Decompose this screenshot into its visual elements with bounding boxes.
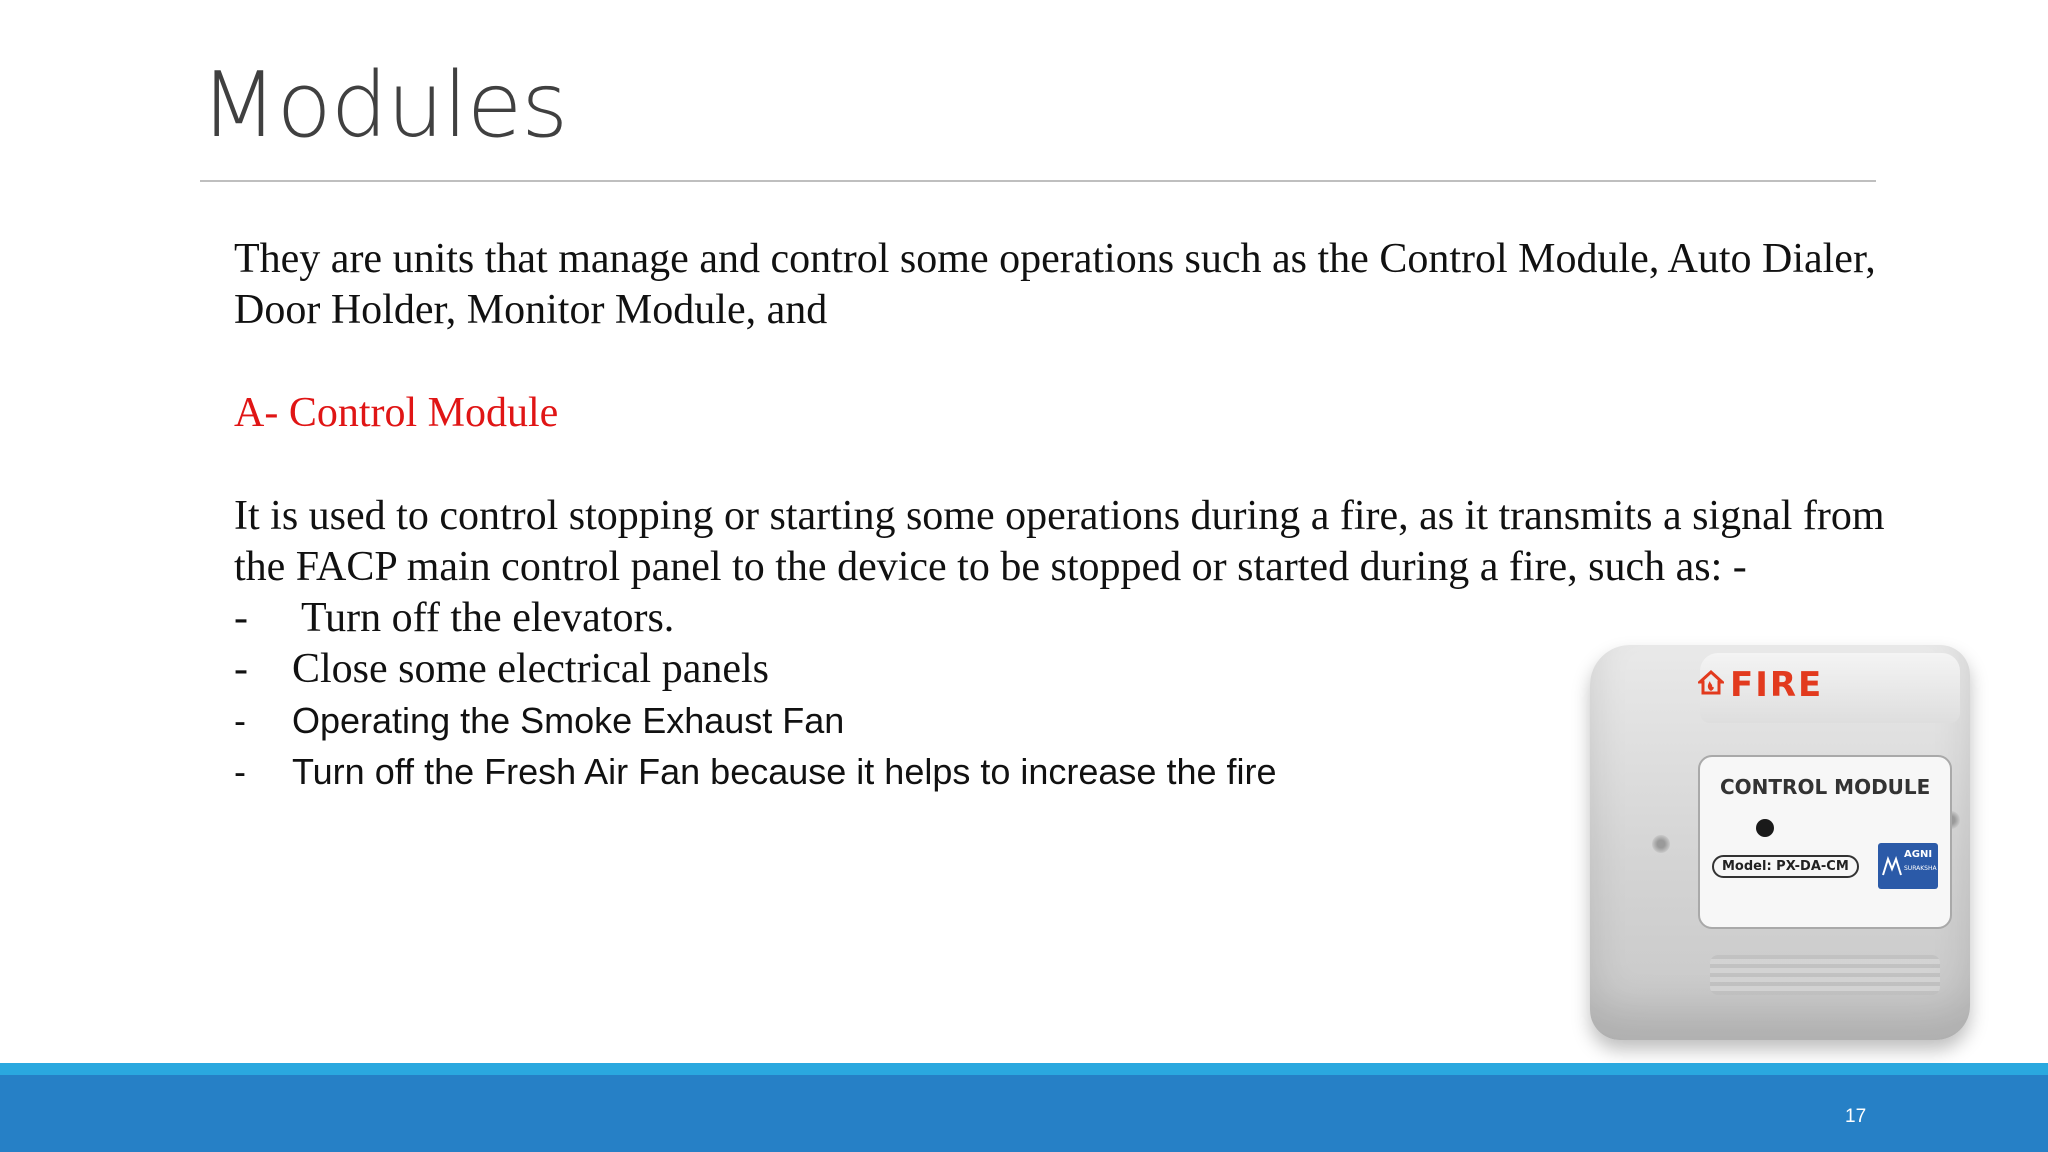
led-indicator-icon	[1756, 819, 1774, 837]
bullet-text: Operating the Smoke Exhaust Fan	[292, 700, 845, 741]
fire-label: FIRE	[1730, 665, 1824, 705]
model-label: Model: PX-DA-CM	[1712, 855, 1859, 878]
brand-name: AGNI	[1904, 849, 1933, 860]
brand-logo	[1878, 843, 1938, 889]
device-top-label-plate	[1700, 653, 1960, 723]
bullet-dash: -	[234, 751, 246, 792]
title-divider	[200, 180, 1876, 182]
footer-bar	[0, 1075, 2048, 1152]
control-module-image	[1590, 645, 1970, 1040]
bullet-text: Close some electrical panels	[292, 646, 769, 692]
panel-title: CONTROL MODULE	[1720, 775, 1931, 799]
bullet-text: Turn off the Fresh Air Fan because it helps to increase the fire	[292, 751, 1277, 792]
footer-accent-stripe	[0, 1063, 2048, 1075]
brand-subtitle: SURAKSHA	[1904, 865, 1937, 872]
brand-mountain-icon	[1882, 853, 1902, 877]
fire-house-icon	[1698, 669, 1724, 695]
screw-icon	[1652, 835, 1670, 853]
page-number: 17	[1845, 1106, 1867, 1127]
description-paragraph: It is used to control stopping or starting some operations during a fire, as it transmits a signal from the FACP main control panel to the device to be stopped or started during a fire, such as: -	[234, 493, 1885, 590]
bullet-dash: -	[234, 700, 246, 741]
device-front-panel	[1698, 755, 1952, 929]
slide-title: Modules	[200, 53, 568, 158]
intro-paragraph: They are units that manage and control some operations such as the Control Module, Auto Dialer, Door Holder, Monitor Module, and	[234, 236, 1876, 333]
bullet-dash: -	[234, 646, 248, 692]
bullet-text: Turn off the elevators.	[301, 595, 675, 641]
section-heading: A- Control Module	[234, 390, 559, 436]
device-vents	[1710, 955, 1940, 995]
bullet-dash: -	[234, 595, 248, 641]
